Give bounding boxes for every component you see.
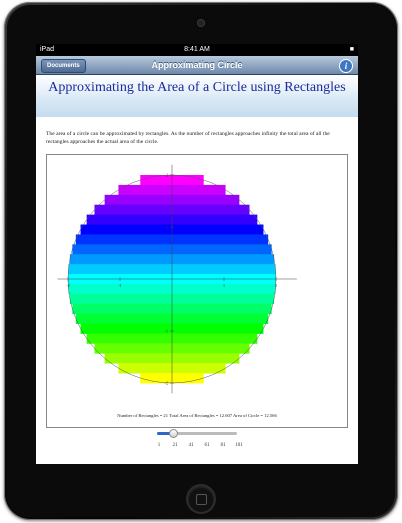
graph-canvas xyxy=(47,155,347,427)
page-title: Approximating the Area of a Circle using Rectangles xyxy=(48,80,346,95)
navigation-bar xyxy=(36,56,358,75)
circle-graph xyxy=(46,154,348,428)
carrier-label: iPad xyxy=(40,46,55,53)
y-tick-label: 1 xyxy=(166,224,168,230)
slider-tick-label: 61 xyxy=(204,443,210,448)
slider-tick-label: 101 xyxy=(235,443,243,448)
rectangle-count-slider[interactable] xyxy=(157,429,237,438)
app-screen xyxy=(36,44,358,464)
home-square-icon xyxy=(196,494,207,505)
slider-thumb[interactable] xyxy=(169,429,178,438)
status-bar xyxy=(36,44,358,56)
camera-icon xyxy=(198,20,204,26)
home-button[interactable] xyxy=(188,486,214,512)
documents-button[interactable]: Documents xyxy=(41,59,86,73)
x-tick-label: -1 xyxy=(118,283,122,288)
info-icon[interactable]: i xyxy=(339,59,353,73)
x-tick-label: 2 xyxy=(275,283,277,288)
slider-tick-labels xyxy=(154,443,244,451)
nav-title: Approximating Circle xyxy=(151,60,243,70)
status-time: 8:41 AM xyxy=(184,46,210,53)
graph-caption: Number of Rectangles = 21 Total Area of Rectangles = 12.607 Area of Circle = 12.566 xyxy=(117,413,277,418)
title-header xyxy=(36,75,358,117)
y-tick-label: 2 xyxy=(166,172,168,178)
x-tick-label: -2 xyxy=(66,283,70,288)
slider-tick-label: 81 xyxy=(220,443,226,448)
y-tick-label: -2 xyxy=(164,380,168,386)
y-tick-label: -1 xyxy=(164,328,168,334)
slider-tick-label: 1 xyxy=(157,443,161,448)
battery-icon: ■ xyxy=(349,46,354,53)
slider-tick-label: 21 xyxy=(172,443,178,448)
slider-tick-label: 41 xyxy=(188,443,194,448)
x-tick-label: 1 xyxy=(223,283,225,288)
intro-paragraph: The area of a circle can be approximated by rectangles. As the number of rectangles approaches infinity the total area of all the rectangles approaches the actual area of the circle. xyxy=(46,131,330,145)
